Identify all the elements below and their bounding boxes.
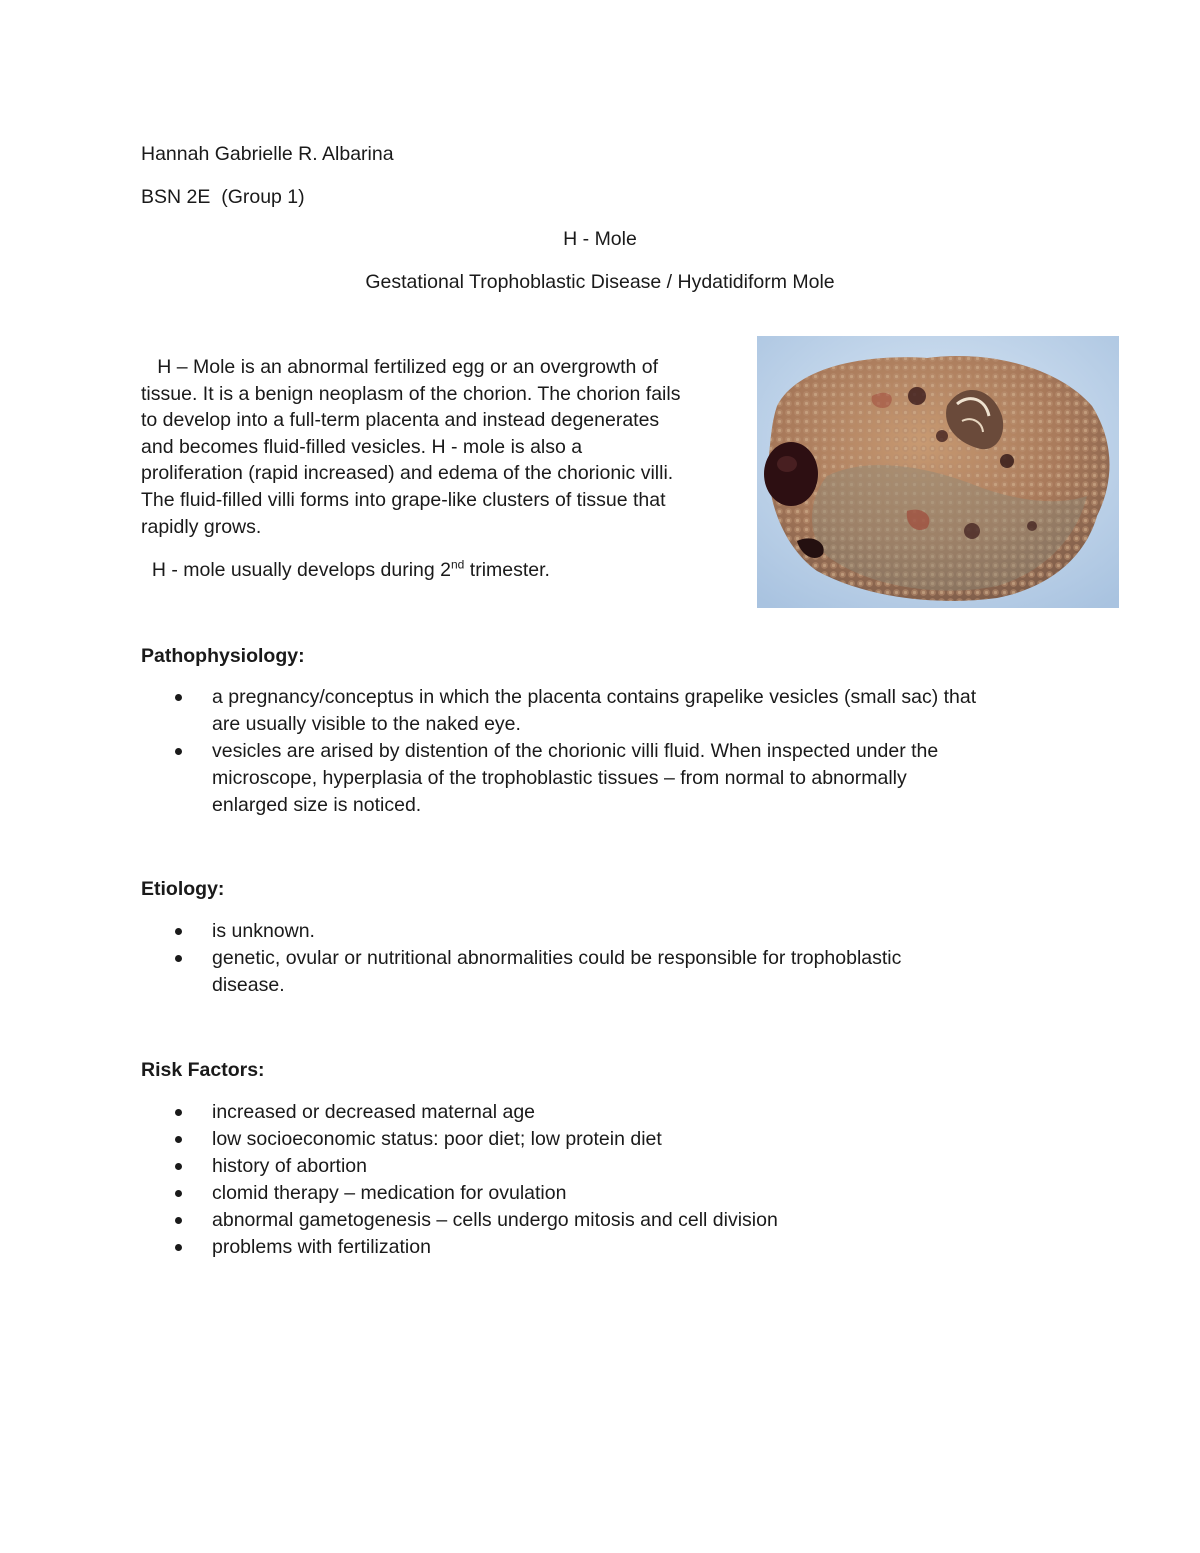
list-item-text: disease.	[212, 974, 285, 996]
document-title: H - Mole	[563, 228, 637, 250]
list-item-text: enlarged size is noticed.	[212, 794, 422, 816]
list-item-text: are usually visible to the naked eye.	[212, 713, 521, 735]
list-item-text: abnormal gametogenesis – cells undergo mitosis and cell division	[212, 1209, 778, 1231]
document-subtitle: Gestational Trophoblastic Disease / Hydatidiform Mole	[365, 271, 835, 293]
trimester-text: H - mole usually develops during 2	[141, 559, 451, 581]
specimen-photo-icon	[757, 336, 1119, 608]
list-item-text: clomid therapy – medication for ovulation	[212, 1182, 567, 1204]
list-item	[141, 1126, 778, 1153]
student-name: Hannah Gabrielle R. Albarina	[141, 143, 394, 165]
list-item-text: genetic, ovular or nutritional abnormalities could be responsible for trophoblastic	[212, 947, 902, 969]
list-item-text: vesicles are arised by distention of the chorionic villi fluid. When inspected under the	[212, 740, 939, 762]
intro-paragraph	[141, 354, 680, 540]
list-item-text: increased or decreased maternal age	[212, 1101, 536, 1123]
class-section: BSN 2E (Group 1)	[141, 186, 305, 208]
intro-line: The fluid-filled villi forms into grape-like clusters of tissue that	[141, 488, 666, 511]
list-item-text: history of abortion	[212, 1155, 368, 1177]
list-item	[141, 918, 901, 945]
intro-line: rapidly grows.	[141, 515, 262, 538]
list-item	[141, 1180, 778, 1207]
trimester-note	[141, 557, 550, 583]
list-item	[141, 1099, 778, 1126]
list-item-text: low socioeconomic status: poor diet; low protein diet	[212, 1128, 662, 1150]
trimester-text-end: trimester.	[464, 559, 550, 581]
list-item	[141, 1153, 778, 1180]
list-item	[141, 1207, 778, 1234]
etiology-list	[141, 918, 901, 999]
intro-line: to develop into a full-term placenta and instead degenerates	[141, 409, 660, 432]
list-item	[141, 738, 976, 819]
pathophysiology-list	[141, 684, 976, 819]
intro-line: and becomes fluid-filled vesicles. H - mole is also a	[141, 435, 583, 458]
intro-line: proliferation (rapid increased) and edema of the chorionic villi.	[141, 462, 674, 485]
list-item	[141, 684, 976, 738]
risk-factors-heading: Risk Factors:	[141, 1059, 265, 1081]
risk-factors-list	[141, 1099, 778, 1261]
intro-line: H – Mole is an abnormal fertilized egg or an overgrowth of	[141, 356, 659, 378]
intro-line: tissue. It is a benign neoplasm of the chorion. The chorion fails	[141, 382, 681, 405]
etiology-heading: Etiology:	[141, 878, 225, 900]
ordinal-suffix: nd	[451, 557, 465, 572]
list-item-text: microscope, hyperplasia of the trophoblastic tissues – from normal to abnormally	[212, 767, 907, 789]
list-item-text: a pregnancy/conceptus in which the placenta contains grapelike vesicles (small sac) that	[212, 686, 977, 708]
list-item	[141, 1234, 778, 1261]
list-item-text: is unknown.	[212, 920, 315, 942]
hydatidiform-mole-photo	[757, 336, 1119, 608]
list-item	[141, 945, 901, 999]
pathophysiology-heading: Pathophysiology:	[141, 645, 305, 667]
list-item-text: problems with fertilization	[212, 1236, 431, 1258]
